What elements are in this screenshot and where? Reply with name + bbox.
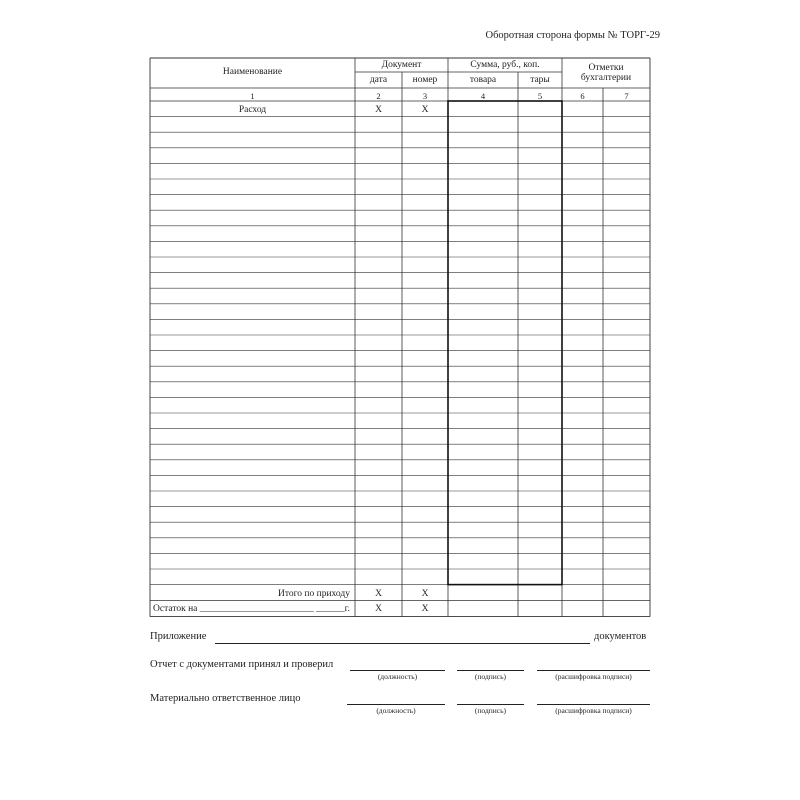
report-signature-line[interactable] [457,670,524,671]
total-row-number: Х [421,589,429,599]
responsible-signature-caption: (подпись) [474,706,507,715]
report-label: Отчет с документами принял и проверил [150,659,334,670]
first-row-date: Х [375,105,382,115]
first-row-label: Расход [238,105,267,115]
header-name: Наименование [222,67,283,77]
column-number-6: 6 [580,91,585,101]
responsible-position-line[interactable] [347,704,445,705]
appendix-suffix: документов [594,631,647,642]
balance-row-number: Х [421,604,429,614]
responsible-position-caption: (должность) [376,706,416,715]
appendix-line[interactable] [215,643,590,644]
header-document: Документ [381,60,422,70]
report-decoding-caption: (расшифровка подписи) [555,672,632,681]
responsible-label: Материально ответственное лицо [150,693,301,704]
appendix-label: Приложение [150,631,207,642]
responsible-signature-line[interactable] [457,704,524,705]
header-date: дата [369,75,388,85]
column-number-1: 1 [250,91,255,101]
first-row-number: Х [421,105,429,115]
header-container: тары [530,75,550,85]
column-number-2: 2 [376,91,381,101]
report-position-line[interactable] [350,670,445,671]
column-number-4: 4 [480,91,486,101]
form-title: Оборотная сторона формы № ТОРГ-29 [485,30,660,41]
total-row-label: Итого по приходу [278,589,350,599]
report-decoding-line[interactable] [537,670,650,671]
responsible-decoding-line[interactable] [537,704,650,705]
header-marks: Отметки бухгалтерии [580,63,632,83]
header-number: номер [412,75,438,85]
column-number-5: 5 [537,91,543,101]
header-sum: Сумма, руб., коп. [470,60,540,70]
column-number-7: 7 [624,91,629,101]
total-row-date: Х [375,589,382,599]
balance-row-label: Остаток на ________________________ ______г. [153,604,350,614]
column-number-3: 3 [422,91,428,101]
header-goods: товара [469,75,497,85]
balance-row-date: Х [375,604,382,614]
responsible-decoding-caption: (расшифровка подписи) [555,706,632,715]
report-position-caption: (должность) [377,672,418,681]
sum-columns-frame [448,101,562,585]
report-signature-caption: (подпись) [474,672,507,681]
